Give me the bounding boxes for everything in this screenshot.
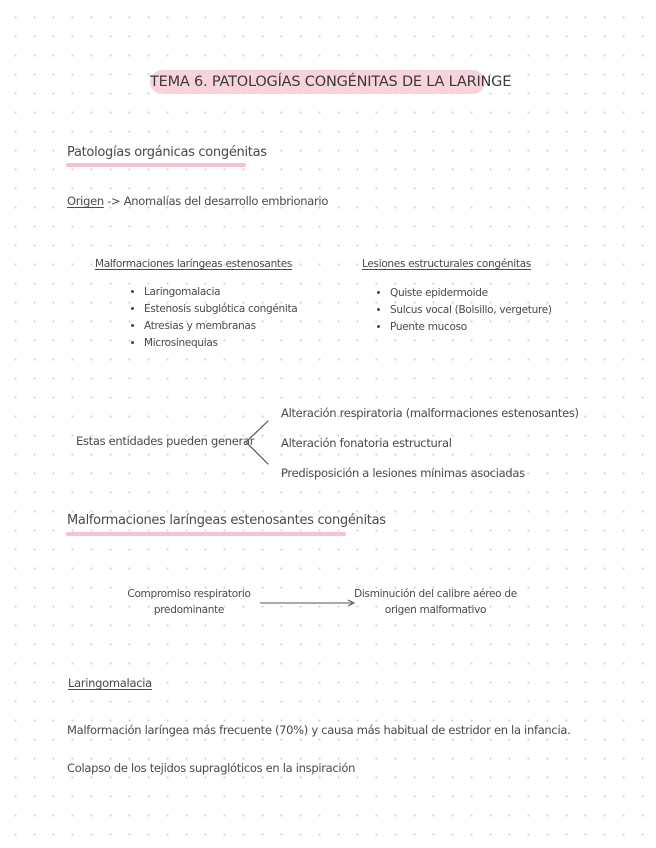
list-item: • Estenosis subglótica congénita (144, 301, 297, 318)
branch-item: Alteración respiratoria (malformaciones estenosantes) (281, 406, 579, 420)
branch-bracket-icon (240, 418, 272, 468)
branch-item: Alteración fonatoria estructural (281, 436, 452, 450)
section-heading-laryngomalacia: Laringomalacia (68, 676, 152, 690)
branch-root: Estas entidades pueden generar (76, 434, 255, 448)
section-heading-organic: Patologías orgánicas congénitas (67, 145, 267, 160)
arrow-right-icon (258, 597, 358, 609)
origin-line (67, 194, 328, 208)
list-item: • Sulcus vocal (Bolsillo, vergeture) (390, 302, 552, 319)
flow-right-box (353, 586, 518, 618)
flow-left-line: Compromiso respiratorio (127, 588, 251, 600)
list-item: • Atresias y membranas (144, 318, 297, 335)
list-item: • Microsinequias (144, 335, 297, 352)
list-item: • Laringomalacia (144, 284, 297, 301)
heading-underline (66, 532, 346, 536)
page-title: TEMA 6. PATOLOGÍAS CONGÉNITAS DE LA LARINGE (150, 70, 485, 94)
flow-left-line: predominante (153, 604, 225, 616)
section-heading-stenosing: Malformaciones laríngeas estenosantes congénitas (67, 513, 386, 528)
paragraph-line: Malformación laríngea más frecuente (70%) y causa más habitual de estridor en la infancia. (67, 723, 571, 737)
flow-right-line: origen malformativo (384, 604, 487, 616)
flow-left-box (114, 586, 264, 618)
col-right-heading: Lesiones estructurales congénitas (362, 258, 532, 270)
heading-underline (66, 163, 246, 167)
origin-text: -> Anomalías del desarrollo embrionario (107, 194, 329, 208)
paragraph-line: Colapso de los tejidos supraglóticos en la inspiración (67, 761, 356, 775)
col-right-list (372, 285, 552, 336)
list-item: • Puente mucoso (390, 319, 552, 336)
flow-right-line: Disminución del calibre aéreo de (354, 588, 517, 600)
list-item: • Quiste epidermoide (390, 285, 552, 302)
col-left-list (126, 284, 297, 352)
origin-label: Origen (67, 194, 104, 208)
branch-item: Predisposición a lesiones mínimas asociadas (281, 466, 525, 480)
col-left-heading: Malformaciones laríngeas estenosantes (95, 258, 293, 270)
